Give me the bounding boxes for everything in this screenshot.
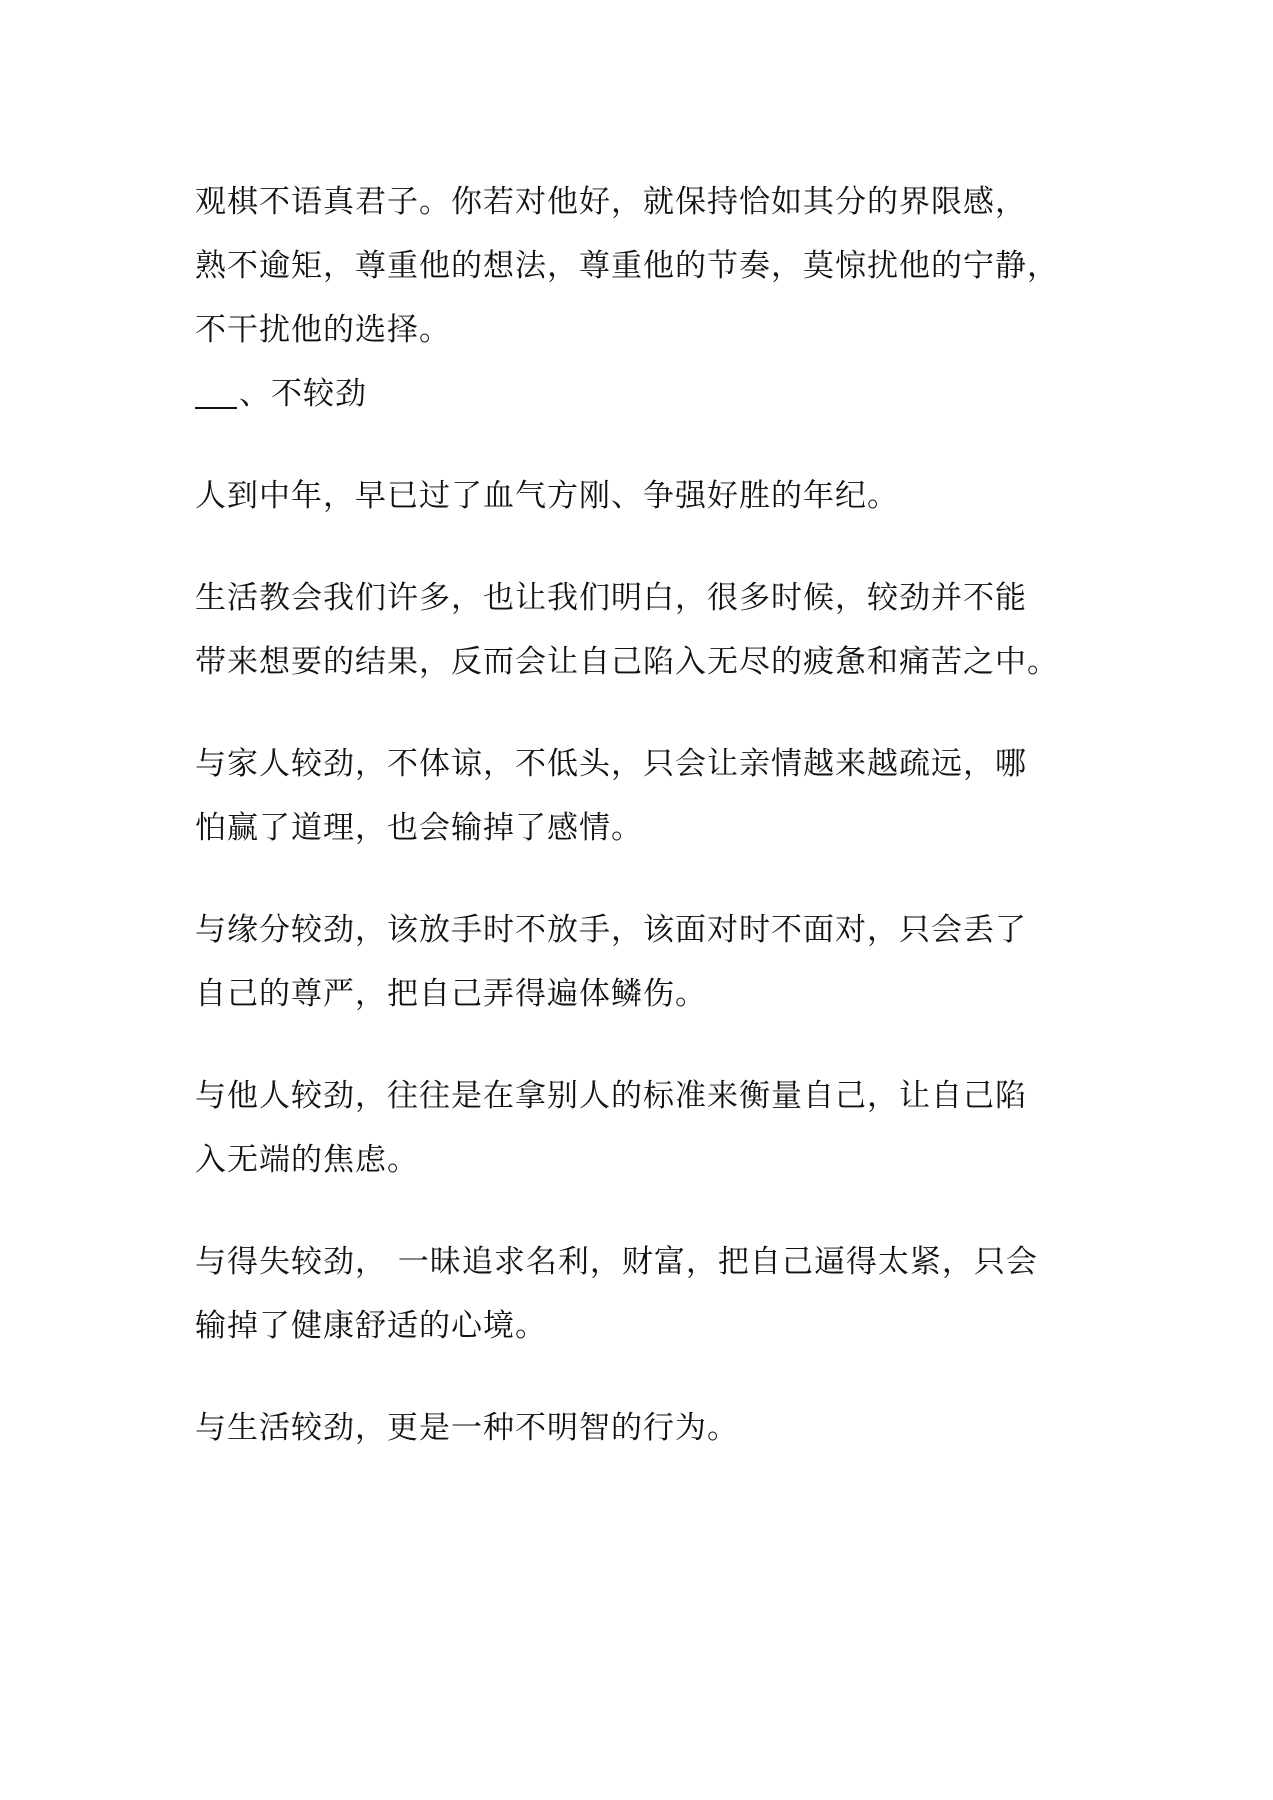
paragraph — [195, 1396, 1095, 1460]
text-line: 与缘分较劲，该放手时不放手，该面对时不面对，只会丢了 — [195, 912, 1027, 948]
text-line: 带来想要的结果，反而会让自己陷入无尽的疲惫和痛苦之中。 — [195, 644, 1059, 680]
section-heading — [195, 362, 1095, 426]
document-body — [195, 170, 1095, 1460]
text-line: 人到中年，早已过了血气方刚、争强好胜的年纪。 — [195, 478, 899, 514]
text-line: 观棋不语真君子。你若对他好，就保持恰如其分的界限感， — [195, 184, 1027, 220]
section-heading-text: 、不较劲 — [239, 376, 367, 412]
text-line: 输掉了健康舒适的心境。 — [195, 1308, 547, 1344]
paragraph — [195, 898, 1095, 1026]
paragraph — [195, 464, 1095, 528]
text-line: 与得失较劲， 一昧追求名利，财富，把自己逼得太紧，只会 — [195, 1244, 1038, 1280]
text-line: 熟不逾矩，尊重他的想法，尊重他的节奏，莫惊扰他的宁静， — [195, 248, 1059, 284]
intro-paragraph — [195, 170, 1095, 362]
blank-underline — [195, 407, 237, 409]
paragraph — [195, 566, 1095, 694]
paragraph — [195, 1230, 1095, 1358]
text-line: 自己的尊严，把自己弄得遍体鳞伤。 — [195, 976, 707, 1012]
text-line: 与生活较劲，更是一种不明智的行为。 — [195, 1410, 739, 1446]
paragraph — [195, 1064, 1095, 1192]
text-line: 怕赢了道理，也会输掉了感情。 — [195, 810, 643, 846]
text-line: 入无端的焦虑。 — [195, 1142, 419, 1178]
text-line: 不干扰他的选择。 — [195, 312, 451, 348]
text-line: 与家人较劲，不体谅，不低头，只会让亲情越来越疏远，哪 — [195, 746, 1027, 782]
paragraph — [195, 732, 1095, 860]
text-line: 与他人较劲，往往是在拿别人的标准来衡量自己，让自己陷 — [195, 1078, 1027, 1114]
text-line: 生活教会我们许多，也让我们明白，很多时候，较劲并不能 — [195, 580, 1027, 616]
